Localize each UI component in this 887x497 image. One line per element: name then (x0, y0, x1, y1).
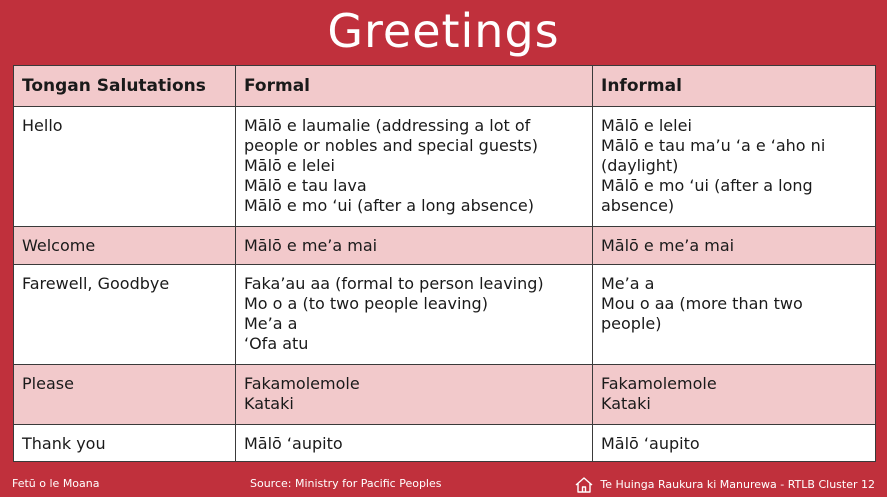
phrase: Mālō e mo ‘ui (after a long absence) (601, 176, 813, 215)
table-row (14, 425, 876, 462)
phrase: Mālō e tau ma’u ‘a e ‘aho ni (daylight) (601, 136, 826, 175)
table-row (14, 227, 876, 265)
row-label: Hello (14, 107, 236, 227)
phrase: Mālō e me’a mai (601, 236, 735, 255)
phrase: Mālō e lelei (244, 156, 335, 175)
column-header-formal: Formal (236, 66, 593, 107)
formal-cell (236, 227, 593, 265)
table-header-row (14, 66, 876, 107)
phrase: Mālō e lelei (601, 116, 692, 135)
column-header-informal: Informal (593, 66, 876, 107)
phrase: Mālō e tau lava (244, 176, 367, 195)
informal-cell (593, 425, 876, 462)
phrase: Mālō e me’a mai (244, 236, 378, 255)
row-label: Welcome (14, 227, 236, 265)
informal-cell (593, 265, 876, 365)
phrase: Mālō e mo ‘ui (after a long absence) (244, 196, 534, 215)
footer-right (574, 476, 875, 494)
row-label: Thank you (14, 425, 236, 462)
phrase: Kataki (601, 394, 651, 413)
column-header-salutations: Tongan Salutations (14, 66, 236, 107)
row-label: Please (14, 365, 236, 425)
informal-cell (593, 107, 876, 227)
table-row (14, 365, 876, 425)
footer-left-text: Fetū o le Moana (12, 477, 100, 490)
greetings-table (13, 65, 876, 462)
page-title: Greetings (327, 4, 560, 58)
phrase: Fakamolemole (244, 374, 360, 393)
phrase: Mālō e laumalie (addressing a lot of people or nobles and special guests) (244, 116, 538, 155)
phrase: Mo o a (to two people leaving) (244, 294, 488, 313)
phrase: Faka’au aa (formal to person leaving) (244, 274, 544, 293)
informal-cell (593, 227, 876, 265)
phrase: Me’a a (601, 274, 655, 293)
phrase: Mou o aa (more than two people) (601, 294, 803, 333)
informal-cell (593, 365, 876, 425)
formal-cell (236, 265, 593, 365)
row-label: Farewell, Goodbye (14, 265, 236, 365)
house-icon (574, 476, 594, 494)
footer-right-text: Te Huinga Raukura ki Manurewa - RTLB Cluster 12 (600, 478, 875, 491)
phrase: Me’a a (244, 314, 298, 333)
phrase: Mālō ‘aupito (601, 434, 700, 453)
footer-source-text: Source: Ministry for Pacific Peoples (250, 477, 442, 490)
formal-cell (236, 425, 593, 462)
formal-cell (236, 107, 593, 227)
table-row (14, 107, 876, 227)
phrase: Mālō ‘aupito (244, 434, 343, 453)
table-row (14, 265, 876, 365)
phrase: Fakamolemole (601, 374, 717, 393)
phrase: Kataki (244, 394, 294, 413)
formal-cell (236, 365, 593, 425)
phrase: ‘Ofa atu (244, 334, 309, 353)
